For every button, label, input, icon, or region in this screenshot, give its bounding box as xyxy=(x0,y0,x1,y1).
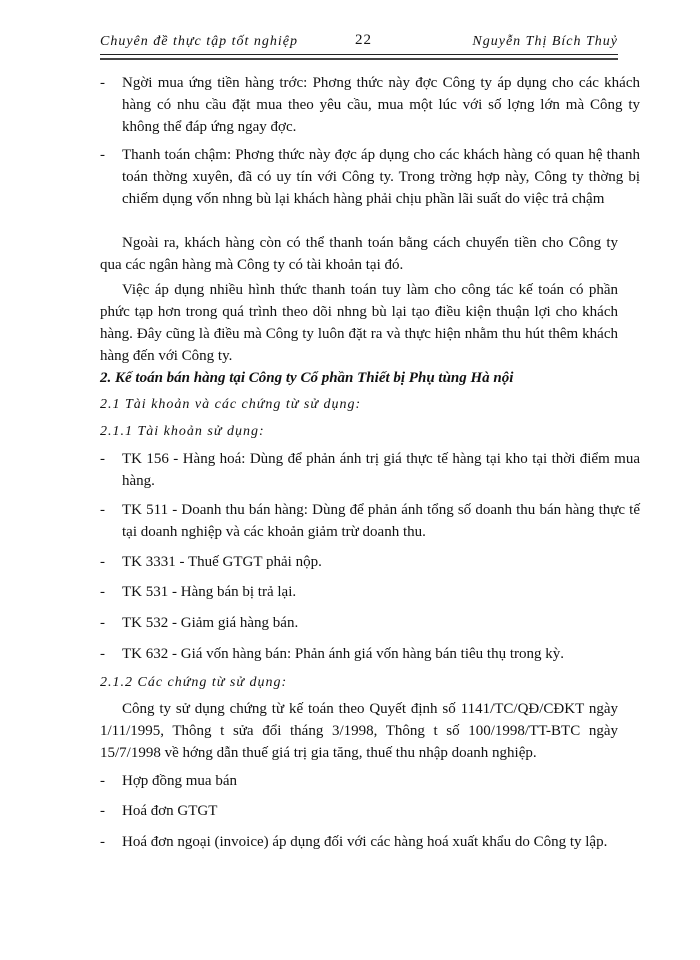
dash: - xyxy=(100,584,105,600)
page-number: 22 xyxy=(355,32,372,48)
account-item xyxy=(100,499,640,543)
subsection-heading: 2.1.1 Tài khoản sử dụng: xyxy=(100,424,265,439)
bullet-text: Thanh toán chậm: Phơng thức này đợc áp dụng cho các khách hàng có quan hệ thanh toán thờng xuyên, đã có uy tín với Công ty. Trong trờng hợp này, Công ty thờng bị chiếm dụng vốn nhng bù lại khách hàng phải chịu phần lãi suất do việc trả chậm xyxy=(122,147,640,207)
page-header xyxy=(100,32,618,52)
header-title: Chuyên đề thực tập tốt nghiệp xyxy=(100,34,298,49)
dash: - xyxy=(100,75,105,91)
account-text: TK 3331 - Thuế GTGT phải nộp. xyxy=(122,554,322,570)
account-text: TK 156 - Hàng hoá: Dùng để phản ánh trị giá thực tế hàng tại kho tại thời điểm mua hàng. xyxy=(122,451,640,489)
account-item xyxy=(100,551,640,573)
dash: - xyxy=(100,615,105,631)
dash: - xyxy=(100,803,105,819)
document-item xyxy=(100,800,640,822)
bullet-text: Ngời mua ứng tiền hàng trớc: Phơng thức này đợc Công ty áp dụng cho các khách hàng có nhu cầu đặt mua theo yêu cầu, mua một lúc với số lợng lớn mà Công ty không thể đáp ứng ngay đợc. xyxy=(122,75,640,135)
paragraph: Ngoài ra, khách hàng còn có thể thanh toán bằng cách chuyển tiền cho Công ty qua các ngân hàng mà Công ty có tài khoản tại đó. xyxy=(100,235,618,273)
document-text: Hoá đơn GTGT xyxy=(122,803,218,819)
header-author: Nguyễn Thị Bích Thuỷ xyxy=(472,34,618,49)
dash: - xyxy=(100,834,105,850)
dash: - xyxy=(100,451,105,467)
paragraph: Việc áp dụng nhiều hình thức thanh toán tuy làm cho công tác kế toán có phần phức tạp hơn trong quá trình theo dõi nhng bù lại tạo điều kiện thuận lợi cho khách hàng. Đây cũng là điều mà Công ty luôn đặt ra và thực hiện nhằm thu hút thêm khách hàng đến với Công ty. xyxy=(100,282,618,364)
subsection-heading: 2.1.2 Các chứng từ sử dụng: xyxy=(100,675,288,690)
dash: - xyxy=(100,147,105,163)
account-item xyxy=(100,448,640,492)
bullet-item xyxy=(100,144,640,210)
document-item xyxy=(100,770,640,792)
document-item xyxy=(100,831,640,853)
section-heading: 2. Kế toán bán hàng tại Công ty Cổ phần Thiết bị Phụ tùng Hà nội xyxy=(100,370,514,386)
document-text: Hợp đồng mua bán xyxy=(122,773,237,789)
account-text: TK 531 - Hàng bán bị trả lại. xyxy=(122,584,297,600)
dash: - xyxy=(100,554,105,570)
account-text: TK 632 - Giá vốn hàng bán: Phản ánh giá vốn hàng bán tiêu thụ trong kỳ. xyxy=(122,646,565,662)
paragraph: Công ty sử dụng chứng từ kế toán theo Quyết định số 1141/TC/QĐ/CĐKT ngày 1/11/1995, Thông t sửa đổi tháng 3/1998, Thông t số 100/1998/TT-BTC ngày 15/7/1998 về hớng dẫn thuế giá trị gia tăng, thuế thu nhập doanh nghiệp. xyxy=(100,701,618,761)
dash: - xyxy=(100,502,105,518)
account-item xyxy=(100,612,640,634)
bullet-item xyxy=(100,72,640,138)
header-rule xyxy=(100,54,618,60)
account-item xyxy=(100,643,640,665)
account-text: TK 511 - Doanh thu bán hàng: Dùng để phản ánh tổng số doanh thu bán hàng thực tế tại doanh nghiệp và các khoản giảm trừ doanh thu. xyxy=(122,502,640,540)
document-text: Hoá đơn ngoại (invoice) áp dụng đối với các hàng hoá xuất khẩu do Công ty lập. xyxy=(122,834,608,850)
subsection-heading: 2.1 Tài khoản và các chứng từ sử dụng: xyxy=(100,397,362,412)
account-text: TK 532 - Giảm giá hàng bán. xyxy=(122,615,299,631)
account-item xyxy=(100,581,640,603)
dash: - xyxy=(100,773,105,789)
dash: - xyxy=(100,646,105,662)
